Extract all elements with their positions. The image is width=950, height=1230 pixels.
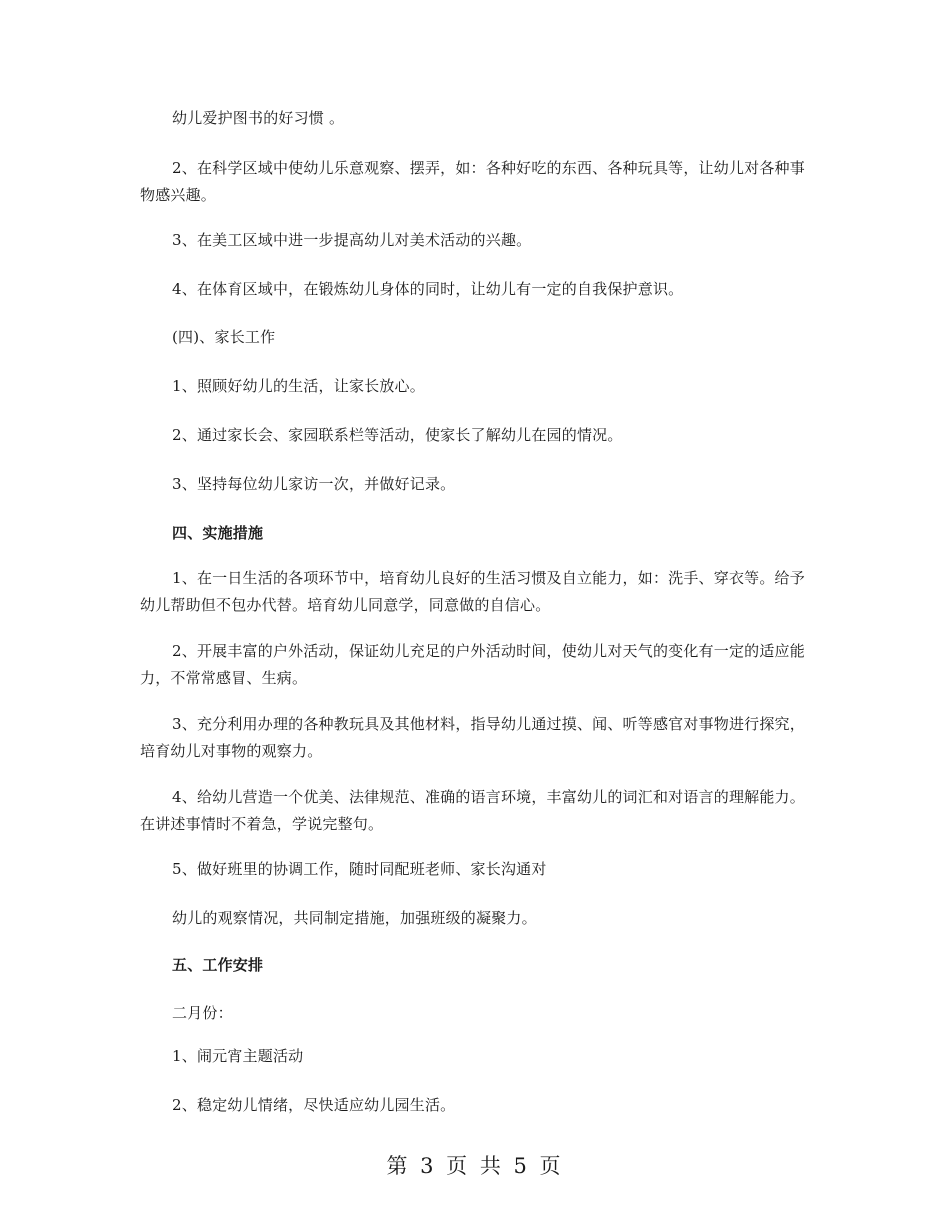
paragraph: 2、稳定幼儿情绪，尽快适应幼儿园生活。 (172, 1096, 456, 1114)
section-heading: 四、实施措施 (172, 524, 264, 542)
paragraph: 1、照顾好幼儿的生活，让家长放心。 (172, 377, 425, 395)
paragraph: 4、在体育区域中，在锻炼幼儿身体的同时，让幼儿有一定的自我保护意识。 (172, 280, 684, 298)
paragraph: 2、开展丰富的户外活动，保证幼儿充足的户外活动时间，使幼儿对天气的变化有一定的适应能力，不常常感冒、生病。 (140, 642, 805, 687)
section-heading: 五、工作安排 (172, 956, 264, 974)
paragraph: 幼儿的观察情况，共同制定措施，加强班级的凝聚力。 (172, 909, 537, 927)
page-footer: 第 3 页 共 5 页 (386, 1154, 564, 1178)
paragraph: 幼儿爱护图书的好习惯 。 (172, 109, 345, 127)
paragraph: 1、在一日生活的各项环节中，培育幼儿良好的生活习惯及自立能力，如：洗手、穿衣等。给予幼儿帮助但不包办代替。培育幼儿同意学，同意做的自信心。 (140, 569, 805, 614)
paragraph: 二月份： (172, 1004, 233, 1022)
paragraph: 3、充分利用办理的各种教玩具及其他材料，指导幼儿通过摸、闻、听等感官对事物进行探究，培育幼儿对事物的观察力。 (140, 715, 805, 760)
paragraph: 3、坚持每位幼儿家访一次，并做好记录。 (172, 475, 456, 493)
paragraph: 2、通过家长会、家园联系栏等活动，使家长了解幼儿在园的情况。 (172, 426, 623, 444)
paragraph: 3、在美工区域中进一步提高幼儿对美术活动的兴趣。 (172, 231, 532, 249)
paragraph: 1、闹元宵主题活动 (172, 1047, 304, 1065)
paragraph: 2、在科学区域中使幼儿乐意观察、摆弄，如：各种好吃的东西、各种玩具等，让幼儿对各种事物感兴趣。 (140, 159, 805, 204)
paragraph: 5、做好班里的协调工作，随时同配班老师、家长沟通对 (172, 860, 547, 878)
paragraph: 4、给幼儿营造一个优美、法律规范、准确的语言环境，丰富幼儿的词汇和对语言的理解能力。在讲述事情时不着急，学说完整句。 (140, 788, 805, 833)
section-heading: (四)、家长工作 (172, 328, 276, 346)
